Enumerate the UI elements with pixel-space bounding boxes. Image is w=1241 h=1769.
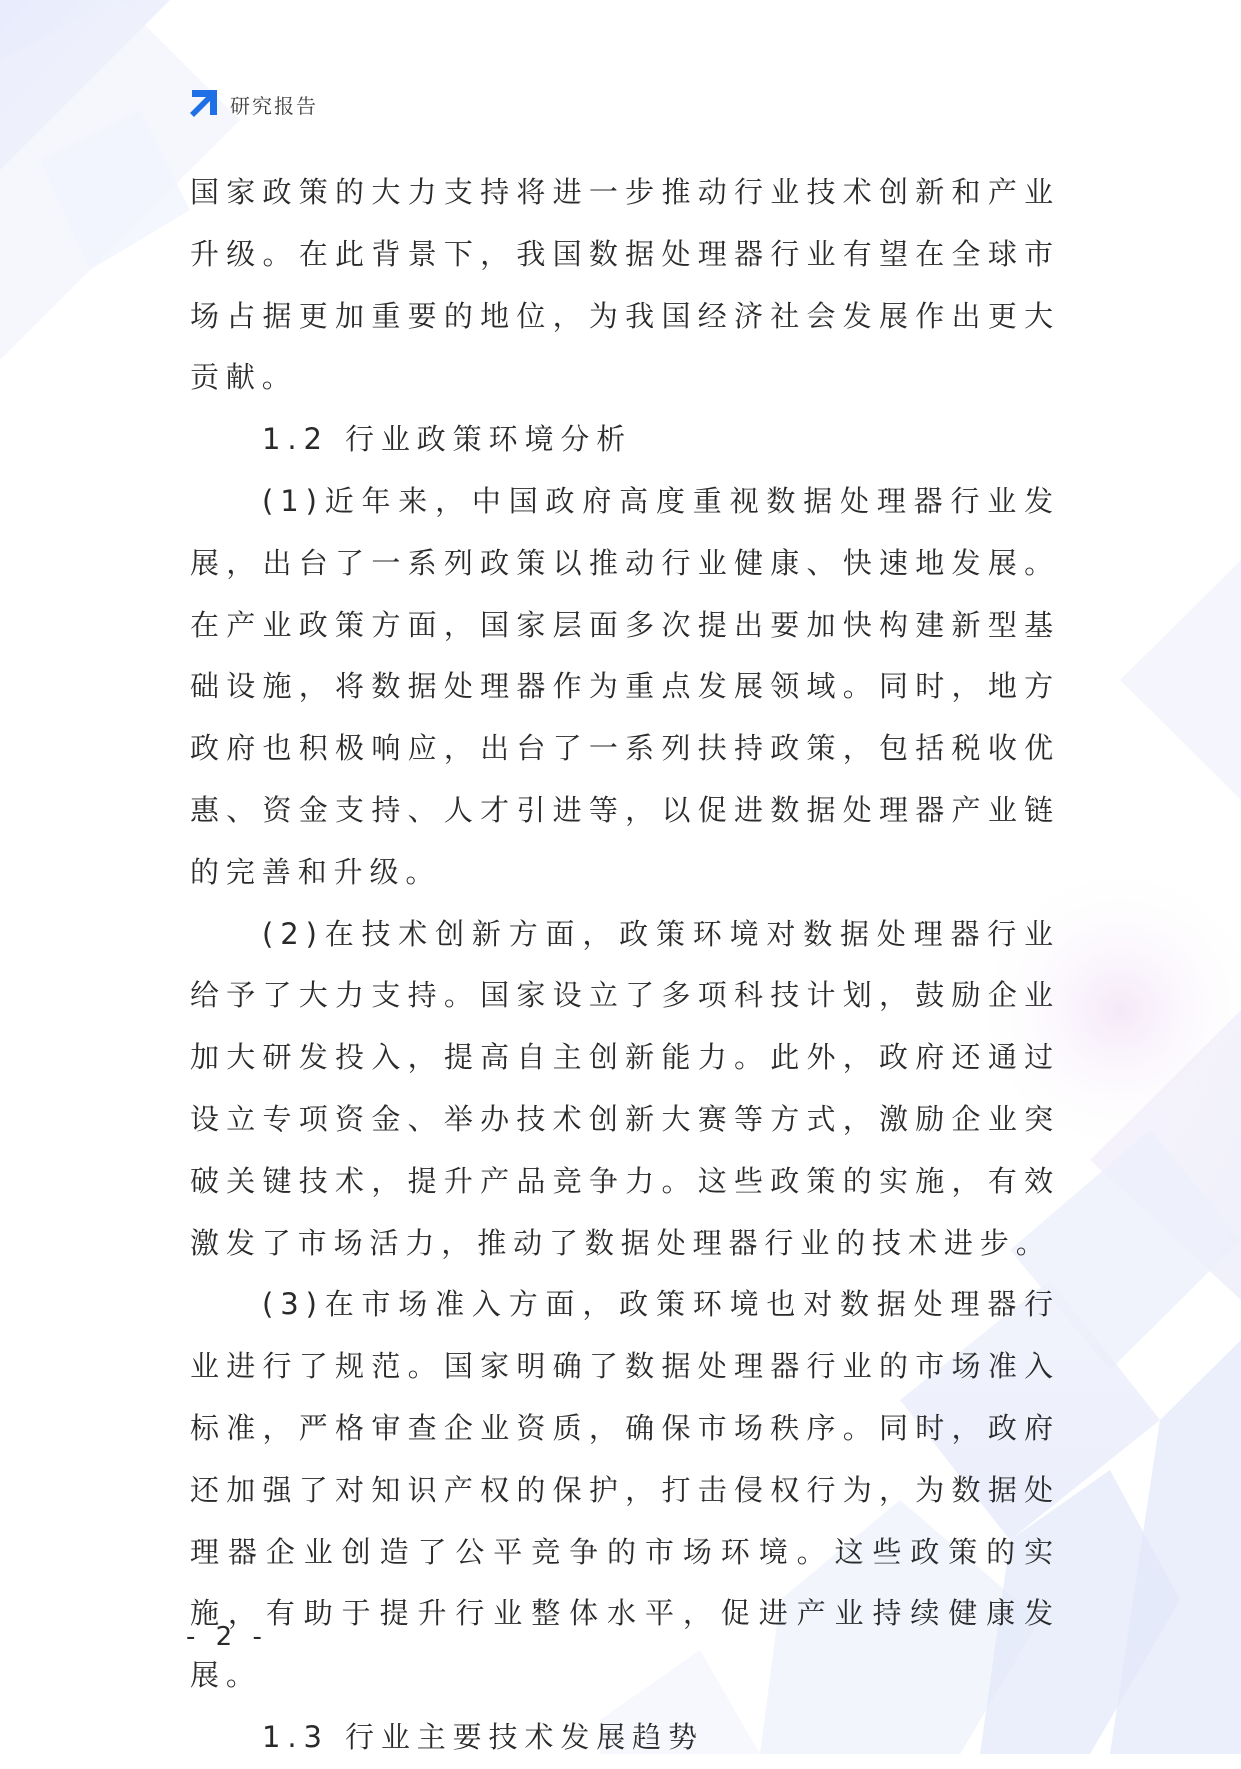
section-heading-1-3: 1.3 行业主要技术发展趋势	[262, 1719, 704, 1754]
section-heading-1-2: 1.2 行业政策环境分析	[262, 422, 633, 457]
paragraph-policy-1: (1)近年来，中国政府高度重视数据处理器行业发展，出台了一系列政策以推动行业健康、快速地发展。在产业政策方面，国家层面多次提出要加快构建新型基础设施，将数据处理器作为重点发展领域。同时，地方政府也积极响应，出台了一系列扶持政策，包括税收优惠、资金支持、人才引进等，以促进数据处理器产业链的完善和升级。	[190, 483, 1060, 889]
header-title: 研究报告	[230, 93, 318, 118]
document-body	[190, 162, 1060, 1769]
page-header	[186, 86, 318, 122]
page-number: - 2 -	[186, 1622, 268, 1652]
paragraph-policy-3: (3)在市场准入方面，政策环境也对数据处理器行业进行了规范。国家明确了数据处理器行业的市场准入标准，严格审查企业资质，确保市场秩序。同时，政府还加强了对知识产权的保护，打击侵权行为，为数据处理器企业创造了公平竞争的市场环境。这些政策的实施，有助于提升行业整体水平，促进产业持续健康发展。	[190, 1287, 1060, 1693]
paragraph-intro: 国家政策的大力支持将进一步推动行业技术创新和产业升级。在此背景下，我国数据处理器行业有望在全球市场占据更加重要的地位，为我国经济社会发展作出更大贡献。	[190, 175, 1060, 395]
paragraph-policy-2: (2)在技术创新方面，政策环境对数据处理器行业给予了大力支持。国家设立了多项科技计划，鼓励企业加大研发投入，提高自主创新能力。此外，政府还通过设立专项资金、举办技术创新大赛等方式，激励企业突破关键技术，提升产品竞争力。这些政策的实施，有效激发了市场活力，推动了数据处理器行业的技术进步。	[190, 916, 1060, 1260]
arrow-up-right-icon	[186, 87, 220, 121]
